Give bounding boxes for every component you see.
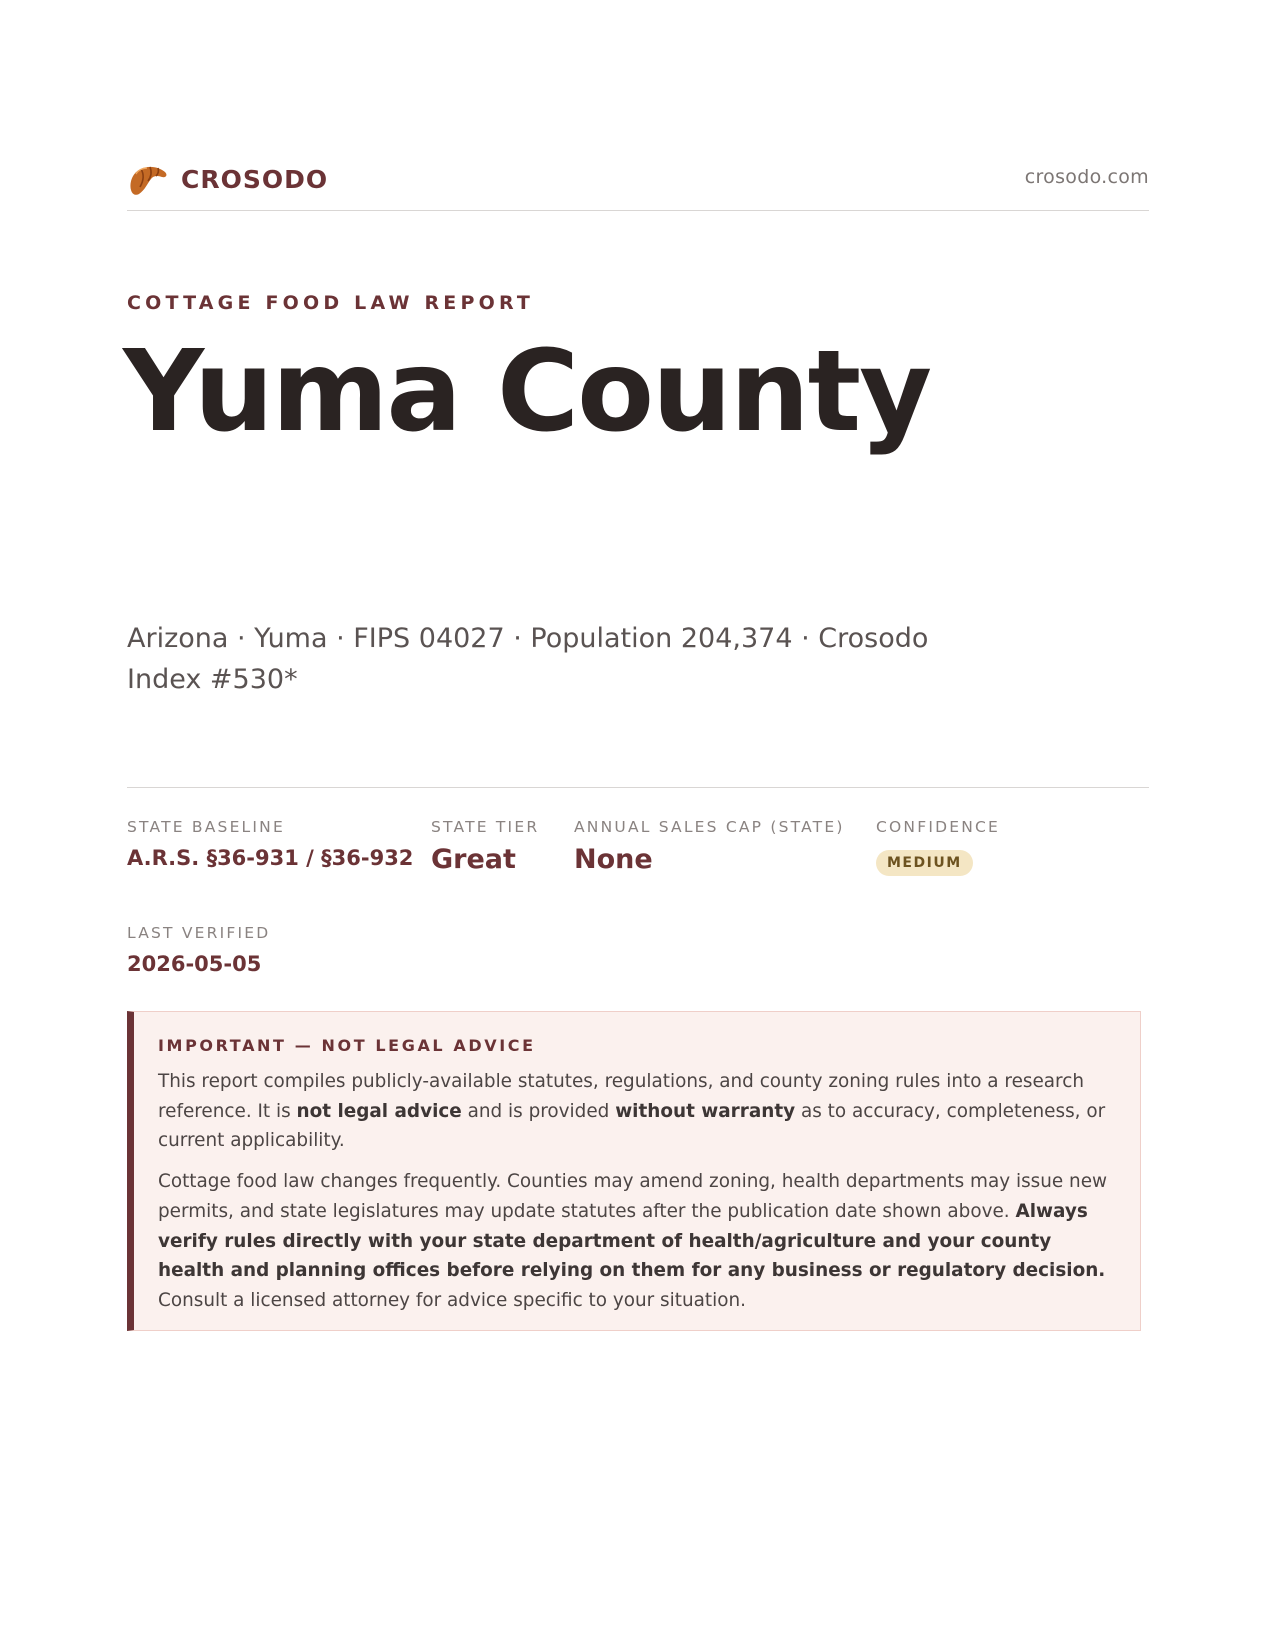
stat-label: STATE BASELINE	[127, 818, 285, 836]
stat-value: None	[574, 844, 653, 875]
notice-text: Consult a licensed attorney for advice specific to your situation.	[158, 1289, 746, 1311]
legal-notice	[127, 1011, 1141, 1331]
stat-label: CONFIDENCE	[876, 818, 1001, 836]
notice-paragraph	[158, 1167, 1114, 1316]
notice-text: and is provided	[461, 1100, 616, 1122]
stat-last-verified	[127, 924, 270, 976]
stat-label: STATE TIER	[431, 818, 540, 836]
stat-state-baseline	[127, 818, 413, 870]
notice-paragraph	[158, 1067, 1114, 1156]
report-page	[123, 0, 1149, 1650]
notice-text: This report compiles publicly-available statutes, regulations, and county zoning rules into a research reference. It is	[158, 1071, 1084, 1122]
notice-title: IMPORTANT — NOT LEGAL ADVICE	[158, 1036, 536, 1055]
notice-emphasis: Always verify rules directly with your state department of health/agriculture and your county health and planning offices before relying on them for any business or regulatory decision.	[158, 1200, 1106, 1282]
croissant-icon	[127, 160, 169, 198]
page-header	[127, 158, 1149, 211]
page-title: Yuma County	[123, 327, 931, 457]
section-divider	[127, 787, 1149, 788]
notice-emphasis: without warranty	[615, 1100, 796, 1122]
report-eyebrow: COTTAGE FOOD LAW REPORT	[127, 292, 535, 314]
confidence-badge: MEDIUM	[876, 850, 973, 876]
stat-value: A.R.S. §36-931 / §36-932	[127, 846, 414, 870]
stat-confidence	[876, 818, 1000, 876]
stat-value: Great	[431, 844, 516, 875]
notice-emphasis: not legal advice	[296, 1100, 462, 1122]
brand[interactable]	[127, 160, 328, 198]
stat-value: 2026-05-05	[127, 952, 262, 976]
notice-text: as to accuracy, completeness, or current applicability.	[158, 1100, 1106, 1152]
stat-state-tier	[431, 818, 539, 875]
stat-label: LAST VERIFIED	[127, 924, 271, 942]
notice-text: Cottage food law changes frequently. Counties may amend zoning, health departments may issue new permits, and state legislatures may update statutes after the publication date shown above.	[158, 1171, 1108, 1222]
brand-name: CROSODO	[181, 164, 329, 194]
site-url-link[interactable]: crosodo.com	[1024, 166, 1149, 188]
stat-label: ANNUAL SALES CAP (STATE)	[574, 818, 845, 836]
report-subtitle: Arizona · Yuma · FIPS 04027 · Population 204,374 · Crosodo Index #530*	[127, 623, 929, 695]
stat-annual-sales-cap	[574, 818, 845, 875]
